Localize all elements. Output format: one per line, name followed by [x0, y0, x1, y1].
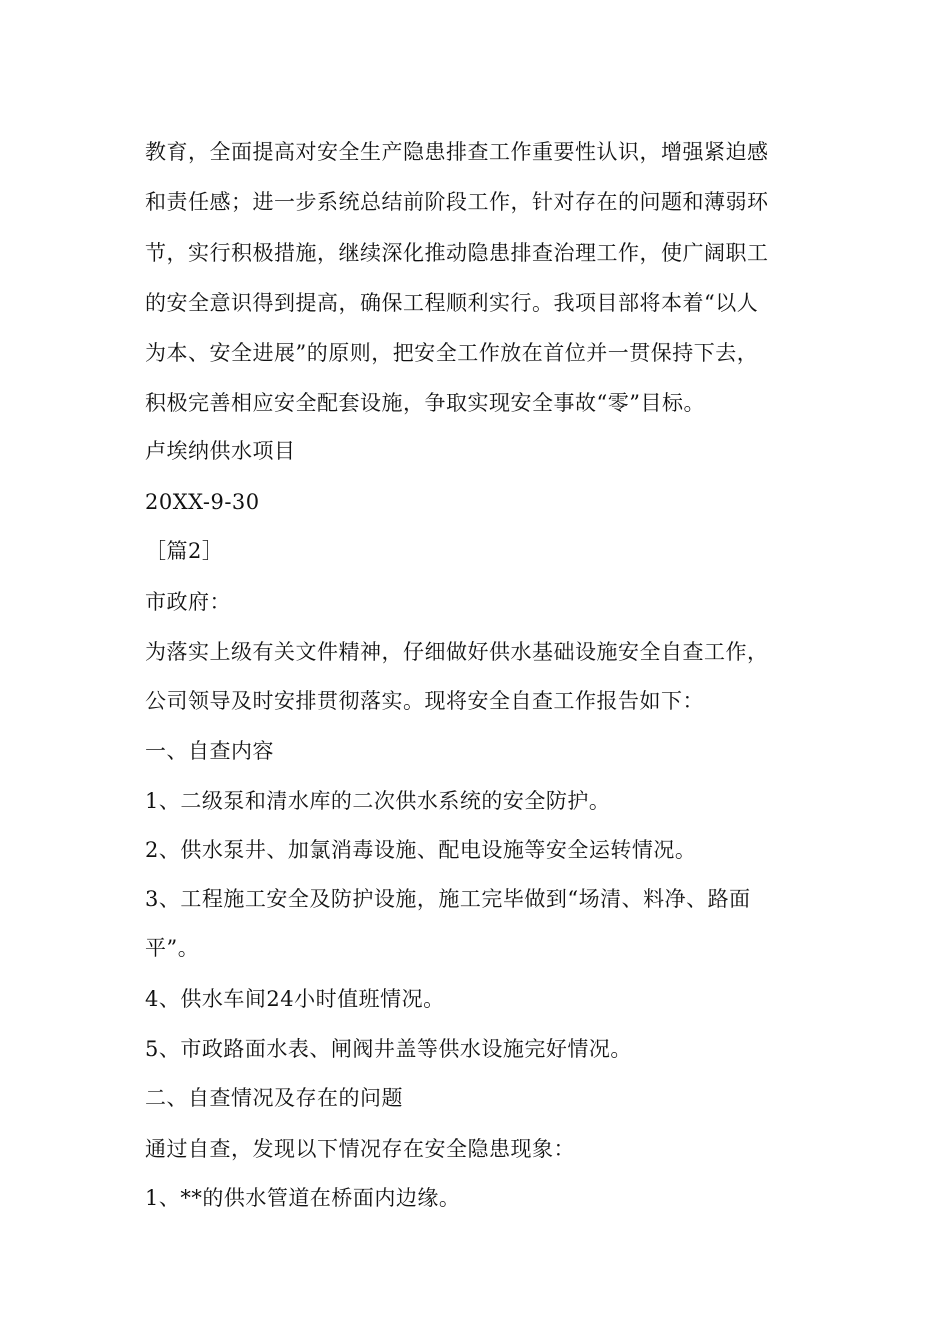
paragraph-line: 和责任感；进一步系统总结前阶段工作，针对存在的问题和薄弱环	[145, 190, 769, 214]
heading-self-check-findings: 二、自查情况及存在的问题	[145, 1086, 403, 1110]
list-item: 1、二级泵和清水库的二次供水系统的安全防护。	[145, 789, 611, 813]
list-item: 4、供水车间24小时值班情况。	[145, 987, 445, 1011]
paragraph-line: 节，实行积极措施，继续深化推动隐患排查治理工作，使广阔职工	[145, 241, 769, 265]
list-item: 2、供水泵井、加氯消毒设施、配电设施等安全运转情况。	[145, 838, 697, 862]
signature-project: 卢埃纳供水项目	[145, 439, 296, 463]
section-marker: ［篇2］	[145, 539, 224, 563]
list-item: 1、**的供水管道在桥面内边缘。	[145, 1186, 461, 1210]
paragraph-line: 的安全意识得到提高，确保工程顺利实行。我项目部将本着“以人	[145, 291, 759, 315]
signature-date: 20XX-9-30	[145, 490, 260, 514]
paragraph-line: 教育，全面提高对安全生产隐患排查工作重要性认识，增强紧迫感	[145, 140, 769, 164]
list-item-continued: 平”。	[145, 936, 200, 960]
paragraph-line: 公司领导及时安排贯彻落实。现将安全自查工作报告如下：	[145, 689, 704, 713]
paragraph-line: 为本、安全进展”的原则，把安全工作放在首位并一贯保持下去，	[145, 341, 759, 365]
list-item: 5、市政路面水表、闸阀井盖等供水设施完好情况。	[145, 1037, 632, 1061]
addressee: 市政府：	[145, 590, 231, 614]
list-item: 3、工程施工安全及防护设施，施工完毕做到“场清、料净、路面	[145, 887, 751, 911]
paragraph-line: 为落实上级有关文件精神，仔细做好供水基础设施安全自查工作，	[145, 640, 769, 664]
paragraph-line: 通过自查，发现以下情况存在安全隐患现象：	[145, 1137, 575, 1161]
paragraph-line: 积极完善相应安全配套设施，争取实现安全事故“零”目标。	[145, 391, 705, 415]
heading-self-check-content: 一、自查内容	[145, 739, 274, 763]
